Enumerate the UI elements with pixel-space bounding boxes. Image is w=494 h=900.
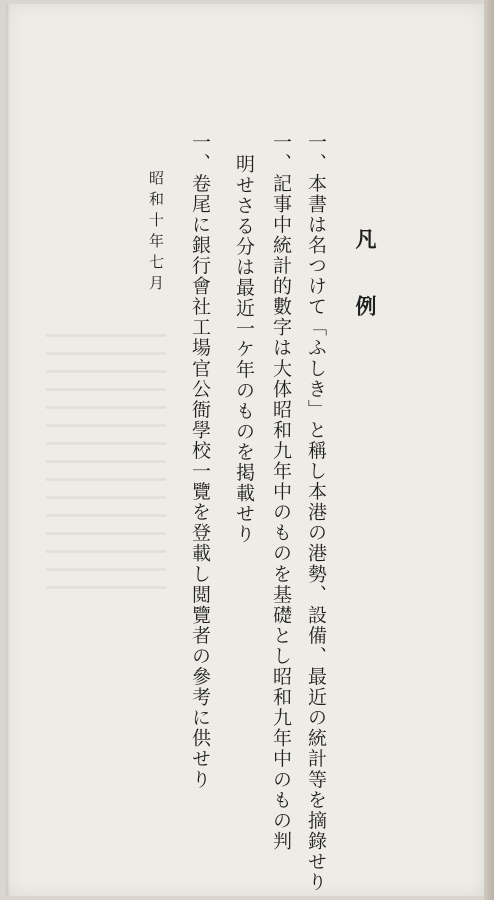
section-heading: 凡例: [353, 228, 378, 362]
publication-date: 昭和十年七月: [147, 170, 165, 296]
note-item-2-continuation: 明せさる分は最近一ケ年のものを掲載せり: [233, 154, 255, 545]
note-item-2: 一、記事中統計的數字は大体昭和九年中のものを基礎とし昭和九年中のもの判: [270, 132, 292, 852]
note-item-3: 一、卷尾に銀行會社工場官公衙學校一覽を登載し閲覽者の參考に供せり: [189, 132, 211, 790]
note-item-1: 一、本書は名つけて「ふしき」と稱し本港の港勢、設備、最近の統計等を摘錄せり: [305, 132, 327, 893]
document-page: [6, 4, 484, 896]
bleed-through-shadow: [46, 334, 166, 594]
page-edge: [484, 0, 494, 900]
